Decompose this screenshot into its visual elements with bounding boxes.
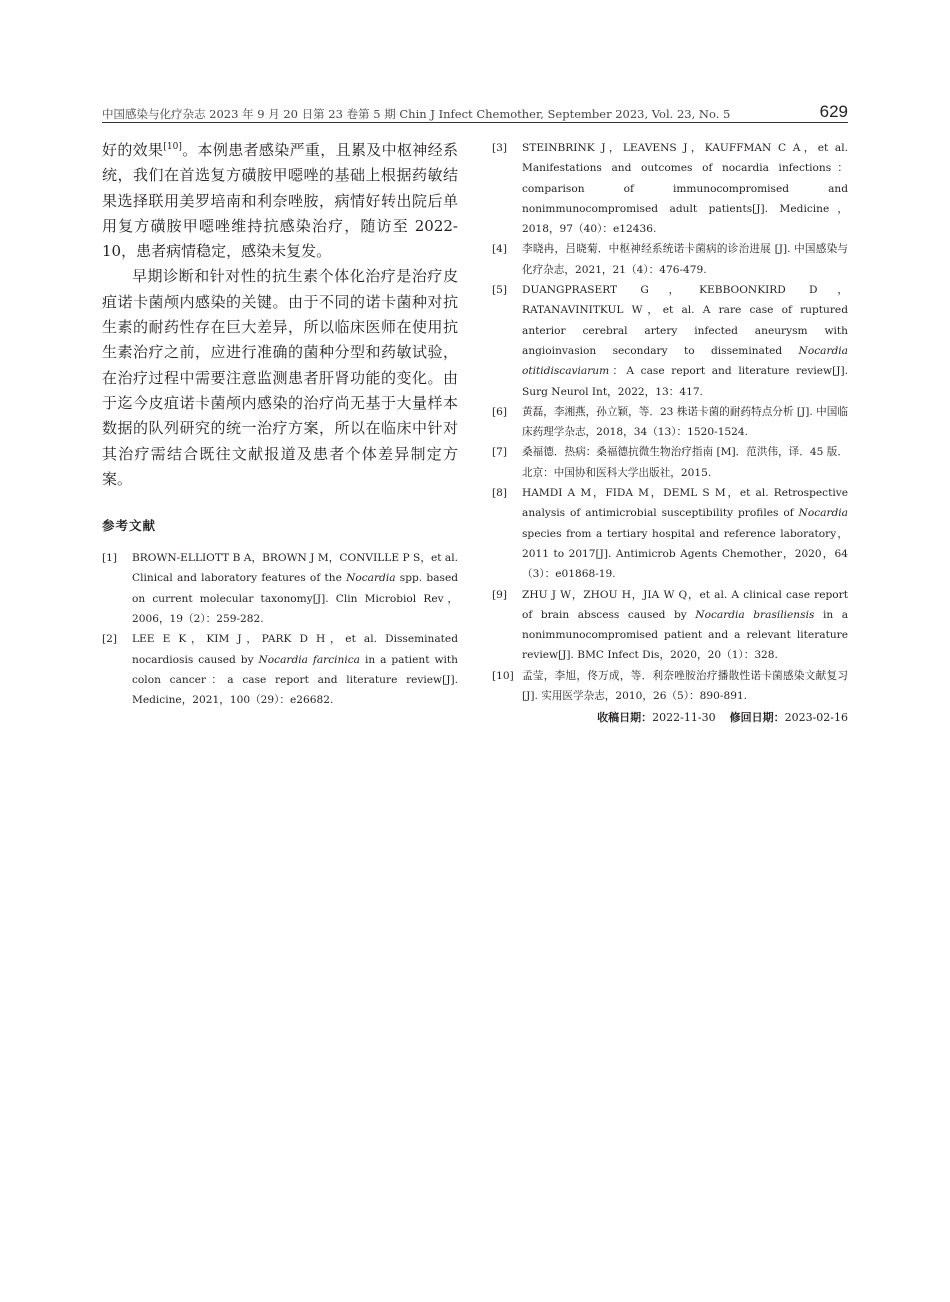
- references-heading: 参考文献: [102, 518, 157, 534]
- left-column: [102, 138, 458, 711]
- received-label: 收稿日期：: [597, 711, 653, 725]
- body-paragraph-2: 早期诊断和针对性的抗生素个体化治疗是治疗皮疽诺卡菌颅内感染的关键。由于不同的诺卡菌种对抗生素的耐药性存在巨大差异，所以临床医师在使用抗生素治疗之前，应进行准确的菌种分型和药敏试验，在治疗过程中需要注意监测患者肝肾功能的变化。由于迄今皮疽诺卡菌颅内感染的治疗尚无基于大量样本数据的队列研究的统一治疗方案，所以在临床中针对其治疗需结合既往文献报道及患者个体差异制定方案。: [102, 267, 458, 488]
- reference-item-10: [10] 孟莹，李旭，佟万成，等．利奈唑胺治疗播散性诺卡菌感染文献复习 [J]. 实用医学杂志，2010，26（5）：890-891.: [492, 669, 848, 703]
- reference-item-6: [6] 黄磊，李湘燕，孙立颖，等．23 株诺卡菌的耐药特点分析 [J]. 中国临床药理学杂志，2018，34（13）：1520-1524.: [492, 405, 848, 439]
- body-paragraph-1: 好的效果[10]。本例患者感染严重，且累及中枢神经系统，我们在首选复方磺胺甲噁唑的基础上根据药敏结果选择联用美罗培南和利奈唑胺，病情好转出院后单用复方磺胺甲噁唑维持抗感染治疗，随访至 2022-10，患者病情稳定，感染未复发。: [102, 141, 458, 261]
- page-number: 629: [819, 102, 848, 121]
- journal-header: 中国感染与化疗杂志 2023 年 9 月 20 日第 23 卷第 5 期 Chin J Infect Chemother, September 2023, Vol. 23, No. 5: [102, 107, 731, 121]
- submission-dates: [492, 708, 848, 728]
- citation-ref: [10]: [163, 142, 182, 152]
- header-rule: [102, 122, 848, 123]
- reference-item-7: [7] 桑福德．热病：桑福德抗微生物治疗指南 [M]．范洪伟，译．45 版．北京：中国协和医科大学出版社，2015.: [492, 446, 848, 479]
- reference-item-8: [8] HAMDI A M，FIDA M，DEML S M，et al. Retrospective analysis of antimicrobial susceptibility profiles of Nocardia species from a tertiary hospital and reference laboratory，2011 to 2017[J]. Antimicrob Agents Chemother，2020，64（3）：e01868-19.: [492, 487, 848, 581]
- received-date: 2022-11-30: [652, 711, 716, 725]
- reference-item-9: [9] ZHU J W，ZHOU H，JIA W Q，et al. A clinical case report of brain abscess caused by Nocardia brasiliensis in a nonimmunocompromised patient and a relevant literature review[J]. BMC Infect Dis，2020，20（1）：328.: [492, 588, 849, 662]
- reference-item-3: [3] STEINBRINK J，LEAVENS J，KAUFFMAN C A，et al. Manifestations and outcomes of nocardia infections：comparison of immunocompromised and nonimmunocompromised adult patients[J]. Medicine，2018，97（40）：e12436.: [492, 142, 848, 236]
- reference-item-1: [1] BROWN-ELLIOTT B A，BROWN J M，CONVILLE P S，et al. Clinical and laboratory features of the Nocardia spp. based on current molecular taxonomy[J]. Clin Microbiol Rev，2006，19（2）：259-282.: [102, 552, 458, 626]
- revised-date: 2023-02-16: [784, 711, 848, 725]
- reference-item-5: [5] DUANGPRASERT G，KEBBOONKIRD D，RATANAVINITKUL W，et al. A rare case of ruptured anterior cerebral artery infected aneurysm with angioinvasion secondary to disseminated Nocardia otitidiscaviarum：A case report and literature review[J]. Surg Neurol Int，2022，13：417.: [492, 284, 848, 398]
- revised-label: 修回日期：: [729, 711, 785, 725]
- reference-item-4: [4] 李晓冉，吕晓菊．中枢神经系统诺卡菌病的诊治进展 [J]. 中国感染与化疗杂志，2021，21（4）：476-479.: [492, 243, 848, 276]
- right-column: [492, 138, 848, 728]
- running-header: [102, 102, 848, 122]
- reference-item-2: [2] LEE E K，KIM J，PARK D H，et al. Disseminated nocardiosis caused by Nocardia farcinica in a patient with colon cancer：a case report and literature review[J]. Medicine，2021，100（29）：e26682.: [102, 633, 458, 707]
